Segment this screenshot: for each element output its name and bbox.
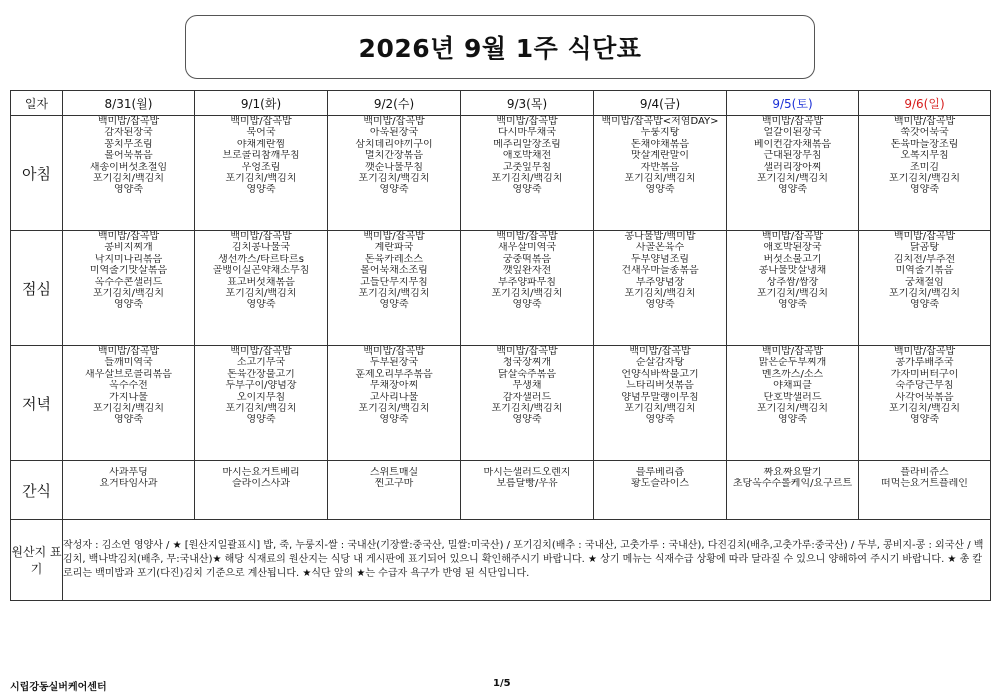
menu-item: 베이컨감자채볶음	[753, 138, 832, 150]
menu-item: 포기김치/백김치	[757, 173, 828, 185]
title-box	[185, 15, 815, 79]
menu-item: 영양죽	[512, 184, 542, 196]
snack-cell	[594, 461, 727, 520]
menu-item: 포기김치/백김치	[491, 288, 563, 300]
menu-item: 부추양파무침	[498, 276, 556, 288]
menu-item: 백미밥/잡곡밥	[363, 346, 425, 357]
origin-row	[11, 520, 991, 601]
menu-item: 청국장찌개	[502, 357, 552, 369]
snack-item: 짜요짜요딸기	[763, 467, 822, 478]
menu-item: 영양죽	[778, 299, 807, 311]
menu-item: 김치콩나물국	[232, 242, 290, 254]
menu-item: 백미밥/잡곡밥	[761, 116, 824, 127]
date-header: 9/4(금)	[594, 91, 727, 116]
menu-item: 백미밥/잡곡밥	[761, 231, 824, 242]
menu-item: 백미밥/잡곡밥	[893, 116, 956, 127]
menu-item: 북어국	[246, 127, 276, 139]
menu-item: 미역줄기볶음	[895, 265, 954, 277]
menu-item: 삼치데리야끼구이	[355, 138, 433, 150]
menu-cell	[859, 116, 991, 231]
date-header: 9/1(화)	[195, 91, 328, 116]
menu-item: 포기김치/백김치	[624, 403, 696, 415]
menu-item: 영양죽	[114, 414, 143, 426]
menu-item: 볼어묵채소조림	[360, 265, 428, 277]
menu-item: 돈육마늘장조림	[890, 138, 959, 150]
menu-item: 브로콜리참깨무침	[222, 150, 300, 162]
menu-item: 두부양념조림	[631, 253, 689, 265]
menu-item: 사각어묵볶음	[895, 391, 954, 403]
menu-item: 백미밥/잡곡밥	[629, 346, 691, 357]
menu-cell	[859, 346, 991, 461]
menu-cell	[195, 231, 328, 346]
date-header: 9/3(목)	[461, 91, 594, 116]
menu-item: 들깨미역국	[104, 357, 153, 369]
menu-cell	[594, 231, 727, 346]
lunch-row	[11, 231, 991, 346]
menu-item: 영양죽	[246, 184, 276, 196]
menu-cell	[63, 231, 195, 346]
page-number: 1/5	[493, 678, 511, 689]
header-label: 일자	[11, 91, 63, 116]
date-header-saturday: 9/5(토)	[727, 91, 859, 116]
menu-item: 낙지미나리볶음	[94, 253, 163, 265]
menu-item: 영양죽	[512, 414, 542, 426]
menu-item: 백미밥/잡곡밥	[230, 346, 292, 357]
snack-item: 보름달빵/우유	[496, 478, 558, 490]
meal-label-snack: 간식	[11, 461, 63, 520]
menu-item: 포기김치/백김치	[757, 403, 828, 415]
menu-item: 영양죽	[645, 414, 675, 426]
meal-label-dinner: 저녁	[11, 346, 63, 461]
menu-item: 훈제오리부추볶음	[355, 368, 433, 380]
menu-item: 깻잎완자전	[502, 265, 552, 277]
menu-item: 포기김치/백김치	[225, 288, 297, 300]
menu-item: 영양죽	[379, 184, 409, 196]
menu-cell	[195, 116, 328, 231]
menu-item: 영양죽	[246, 414, 276, 426]
menu-item: 포기김치/백김치	[889, 403, 960, 415]
snack-row	[11, 461, 991, 520]
menu-item: 순살감자탕	[635, 357, 685, 369]
snack-item: 스위트매실	[369, 467, 419, 478]
menu-item: 멸치간장볶음	[365, 150, 423, 162]
origin-label: 원산지 표기	[11, 520, 63, 601]
dinner-row	[11, 346, 991, 461]
menu-item: 백미밥/잡곡밥	[230, 231, 292, 242]
menu-item: 백미밥/잡곡밥<저염DAY>	[601, 116, 719, 127]
menu-item: 백미밥/잡곡밥	[97, 346, 160, 357]
menu-item: 고춧잎무침	[502, 161, 552, 173]
breakfast-row	[11, 116, 991, 231]
menu-item: 백미밥/잡곡밥	[97, 231, 160, 242]
menu-item: 포기김치/백김치	[93, 173, 164, 185]
menu-item: 돈채야채볶음	[631, 138, 689, 150]
meal-label-breakfast: 아침	[11, 116, 63, 231]
menu-item: 오복지무침	[900, 150, 949, 162]
menu-cell	[63, 116, 195, 231]
menu-item: 백미밥/잡곡밥	[97, 116, 160, 127]
menu-item: 백미밥/잡곡밥	[496, 346, 558, 357]
menu-item: 맛살계란말이	[631, 150, 689, 162]
menu-item: 표고버섯채볶음	[227, 276, 295, 288]
date-header-sunday: 9/6(일)	[859, 91, 991, 116]
menu-item: 포기김치/백김치	[624, 288, 696, 300]
menu-item: 포기김치/백김치	[358, 288, 430, 300]
menu-item: 야채계란찜	[236, 138, 286, 150]
menu-cell	[461, 116, 594, 231]
date-header: 9/2(수)	[328, 91, 461, 116]
menu-item: 포기김치/백김치	[889, 173, 960, 185]
menu-item: 고사리나물	[369, 391, 419, 403]
menu-item: 포기김치/백김치	[889, 288, 960, 300]
menu-item: 포기김치/백김치	[225, 403, 297, 415]
menu-item: 두부된장국	[369, 357, 419, 369]
menu-cell	[328, 231, 461, 346]
menu-cell	[461, 346, 594, 461]
menu-item: 감자된장국	[104, 127, 153, 139]
menu-item: 콩비지찌개	[104, 242, 153, 254]
menu-cell	[328, 346, 461, 461]
menu-item: 백미밥/잡곡밥	[230, 116, 292, 127]
page-title: 2026년 9월 1주 식단표	[358, 34, 642, 63]
menu-item: 포기김치/백김치	[491, 173, 563, 185]
menu-item: 콩나물맛살냉채	[758, 265, 827, 277]
menu-item: 계란파국	[374, 242, 414, 254]
meal-label-lunch: 점심	[11, 231, 63, 346]
menu-item: 백미밥/잡곡밥	[893, 231, 956, 242]
menu-item: 새송이버섯초절임	[89, 161, 168, 173]
menu-item: 백미밥/잡곡밥	[761, 346, 824, 357]
menu-item: 자반볶음	[640, 161, 680, 173]
menu-item: 맑은순두부찌개	[758, 357, 827, 369]
menu-item: 무채장아찌	[369, 380, 419, 392]
menu-item: 영양죽	[114, 299, 143, 311]
menu-item: 얼갈이된장국	[763, 127, 822, 139]
menu-item: 포기김치/백김치	[93, 403, 164, 415]
menu-item: 다시마무채국	[498, 127, 556, 139]
snack-item: 황도슬라이스	[631, 478, 689, 490]
footer-org: 시립강동실버케어센터	[10, 682, 107, 693]
menu-item: 닭곰탕	[910, 242, 939, 254]
menu-item: 영양죽	[910, 184, 939, 196]
menu-item: 메추리알장조림	[493, 138, 561, 150]
menu-item: 상추쌈/쌈장	[766, 276, 819, 288]
menu-item: 생선까스/타르타르s	[218, 253, 304, 265]
snack-item: 초당옥수수롤케익/요구르트	[732, 478, 853, 490]
menu-item: 양념무말랭이무침	[621, 391, 699, 403]
menu-item: 궁채절임	[905, 276, 944, 288]
menu-item: 조미김	[910, 161, 939, 173]
snack-cell	[859, 461, 991, 520]
menu-item: 콩나물밥/백미밥	[624, 231, 696, 242]
menu-item: 애호박채전	[502, 150, 552, 162]
menu-item: 백미밥/잡곡밥	[363, 231, 425, 242]
meal-table	[10, 90, 991, 601]
menu-cell	[727, 116, 859, 231]
menu-item: 옥수수콘샐러드	[94, 276, 163, 288]
snack-cell	[195, 461, 328, 520]
snack-cell	[727, 461, 859, 520]
header-row	[11, 91, 991, 116]
menu-item: 야채피클	[773, 380, 812, 392]
menu-cell	[727, 231, 859, 346]
menu-cell	[63, 346, 195, 461]
menu-cell	[328, 116, 461, 231]
menu-item: 숙주당근무침	[895, 380, 954, 392]
menu-item: 영양죽	[379, 299, 409, 311]
snack-item: 마시는요거트베리	[222, 467, 300, 478]
menu-item: 우엉조림	[241, 161, 281, 173]
menu-cell	[727, 346, 859, 461]
menu-item: 오이지무침	[236, 391, 286, 403]
menu-item: 버섯소불고기	[763, 253, 822, 265]
menu-item: 느타리버섯볶음	[626, 380, 694, 392]
menu-cell	[461, 231, 594, 346]
menu-item: 돈육카레소스	[365, 253, 423, 265]
menu-item: 샐러리장아찌	[763, 161, 822, 173]
menu-item: 포기김치/백김치	[358, 403, 430, 415]
menu-item: 쑥갓어묵국	[900, 127, 949, 139]
menu-cell	[859, 231, 991, 346]
menu-cell	[594, 346, 727, 461]
snack-item: 떠먹는요거트플레인	[881, 478, 968, 490]
menu-item: 포기김치/백김치	[93, 288, 164, 300]
menu-item: 옥수수전	[109, 380, 148, 392]
menu-item: 사골온육수	[635, 242, 685, 254]
menu-item: 누룽지탕	[640, 127, 680, 139]
menu-item: 아욱된장국	[369, 127, 419, 139]
menu-item: 미역줄기맛살볶음	[89, 265, 168, 277]
snack-item: 플라비쥬스	[900, 467, 949, 478]
snack-item: 슬라이스사과	[232, 478, 290, 490]
menu-item: 영양죽	[910, 299, 939, 311]
menu-item: 돈육간장불고기	[227, 368, 295, 380]
snack-item: 사과푸딩	[109, 467, 148, 478]
menu-item: 영양죽	[910, 414, 939, 426]
snack-cell	[63, 461, 195, 520]
menu-item: 영양죽	[645, 184, 675, 196]
menu-item: 포기김치/백김치	[358, 173, 430, 185]
menu-item: 콩가루배추국	[895, 357, 954, 369]
menu-item: 두부구이/양념장	[225, 380, 297, 392]
menu-item: 고들단무지무침	[360, 276, 428, 288]
menu-cell	[594, 116, 727, 231]
snack-item: 찐고구마	[374, 478, 414, 490]
menu-item: 포기김치/백김치	[757, 288, 828, 300]
menu-item: 포기김치/백김치	[624, 173, 696, 185]
menu-item: 포기김치/백김치	[491, 403, 563, 415]
menu-item: 깻순나물무침	[365, 161, 423, 173]
menu-item: 가자미버터구이	[890, 368, 959, 380]
menu-item: 골뱅이실곤약채소무침	[212, 265, 310, 277]
menu-item: 궁중떡볶음	[502, 253, 552, 265]
menu-item: 새우살브로콜리볶음	[85, 368, 172, 380]
menu-item: 건새우마늘종볶음	[621, 265, 699, 277]
menu-item: 김치전/부추전	[893, 253, 956, 265]
menu-item: 멘츠까스/소스	[761, 368, 824, 380]
menu-item: 영양죽	[246, 299, 276, 311]
menu-item: 영양죽	[512, 299, 542, 311]
date-header: 8/31(월)	[63, 91, 195, 116]
menu-item: 볼어묵볶음	[104, 150, 153, 162]
menu-item: 영양죽	[114, 184, 143, 196]
menu-item: 부추양념장	[635, 276, 685, 288]
origin-text: 작성자 : 김소연 영양사 / ★ [원산지일괄표시] 밥, 죽, 누룽지-쌀 : 국내산(기장쌀:중국산, 밀쌀:미국산) / 포기김치(배추 : 국내산, 고춧가루 : 국내산), 다진김치(배추,고춧가루:중국산) / 두부, 콩비지-콩 : 외국산 / 백김치, 백나박김치(배추, 무:국내산)★ 해당 식재료의 원산지는 식당 내 게시판에 표기되어 있으니 확인해주시기 바랍니다. ★ 상기 메뉴는 식재수급 상황에 따라 달라질 수 있으니 양해하여 주시기 바랍니다. ★ 총 칼로리는 백미밥과 포기(다진)김치 기준으로 계산됩니다. ★식단 앞의 ★는 수급자 욕구가 반영 된 식단입니다.	[63, 520, 991, 601]
menu-item: 근대된장무침	[763, 150, 822, 162]
menu-item: 영양죽	[645, 299, 675, 311]
menu-item: 단호박샐러드	[763, 391, 822, 403]
menu-cell	[195, 346, 328, 461]
menu-item: 영양죽	[778, 414, 807, 426]
menu-item: 백미밥/잡곡밥	[496, 231, 558, 242]
menu-item: 소고기무국	[236, 357, 286, 369]
snack-cell	[328, 461, 461, 520]
snack-cell	[461, 461, 594, 520]
snack-item: 마시는샐러드오렌지	[483, 467, 571, 478]
menu-item: 감자샐러드	[502, 391, 552, 403]
menu-item: 백미밥/잡곡밥	[363, 116, 425, 127]
menu-item: 새우살미역국	[498, 242, 556, 254]
menu-item: 포기김치/백김치	[225, 173, 297, 185]
menu-item: 영양죽	[778, 184, 807, 196]
snack-item: 요거타임사과	[99, 478, 158, 490]
menu-item: 영양죽	[379, 414, 409, 426]
menu-item: 애호박된장국	[763, 242, 822, 254]
menu-item: 무생채	[512, 380, 542, 392]
menu-item: 언양식바싹불고기	[621, 368, 699, 380]
snack-item: 블루베리즙	[635, 467, 685, 478]
menu-item: 백미밥/잡곡밥	[893, 346, 956, 357]
menu-item: 가지나물	[109, 391, 148, 403]
menu-item: 닭살숙주볶음	[498, 368, 556, 380]
menu-item: 백미밥/잡곡밥	[496, 116, 558, 127]
menu-item: 꽁치무조림	[104, 138, 153, 150]
